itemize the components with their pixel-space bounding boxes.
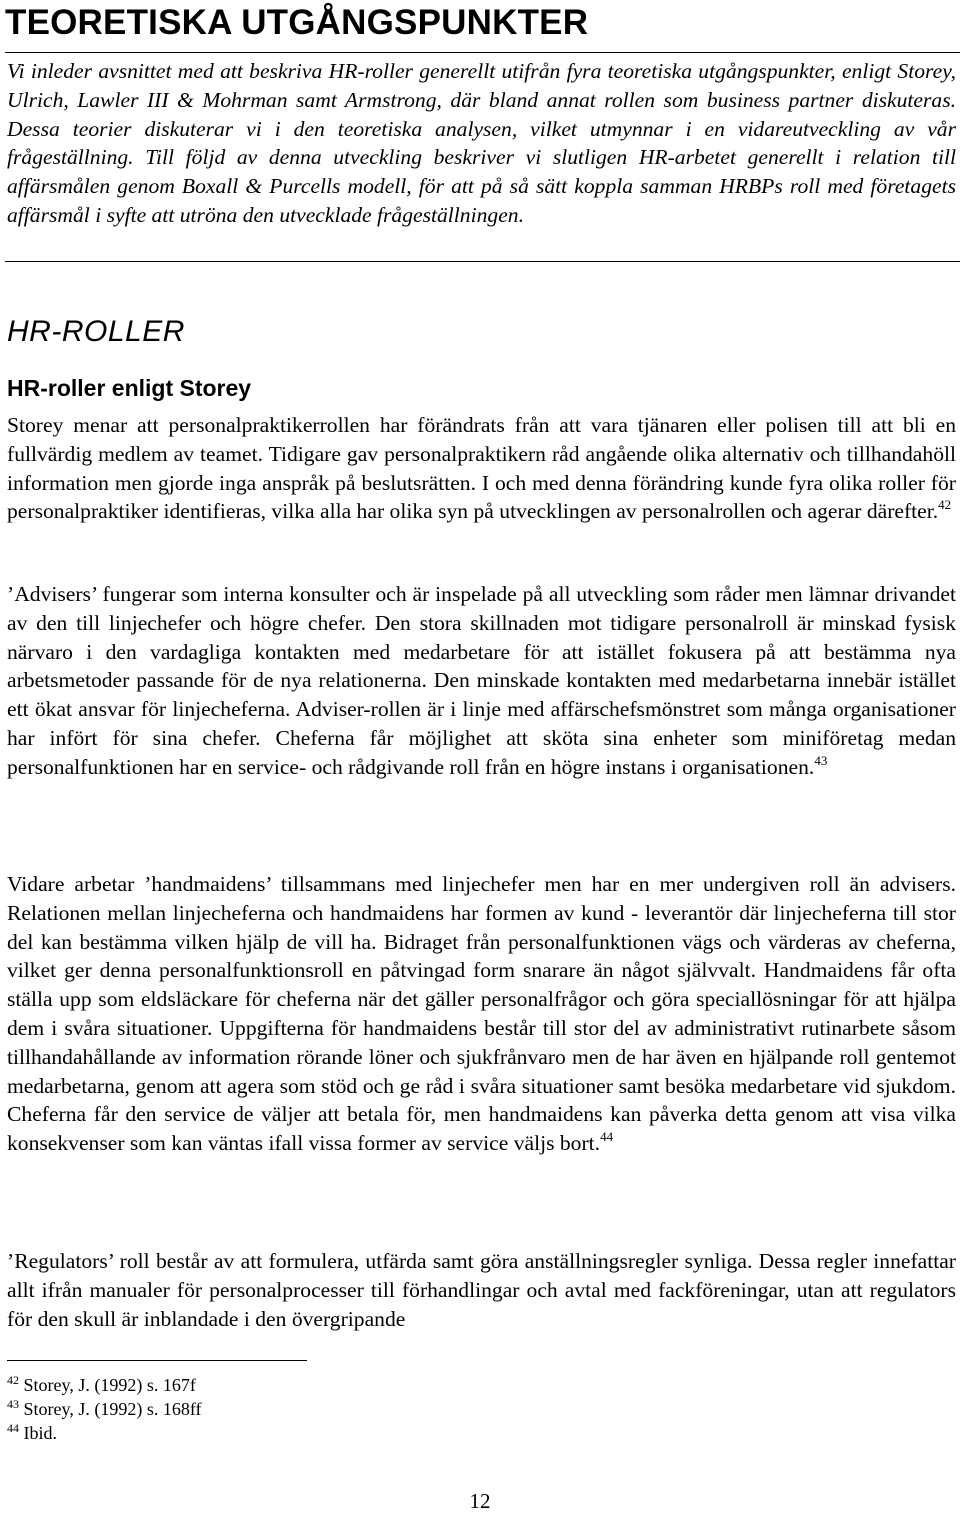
section-title: HR-ROLLER — [7, 315, 185, 348]
footnote — [7, 1421, 202, 1445]
footnote-list — [7, 1373, 202, 1445]
paragraph-text: Storey menar att personalpraktikerrollen har förändrats från att vara tjänaren eller polisen till att bli en fullvärdig medlem av teamet. Tidigare gav personalpraktikern råd angående olika alternativ och tillhandahöll information men gjorde inga anspråk på beslutsrätten. I och med denna förändring kunde fyra olika roller för personalpraktiker identifieras, vilka alla har olika syn på utvecklingen av personalrollen och agerar därefter. — [7, 413, 956, 524]
body-paragraph — [7, 411, 956, 526]
footnote-separator — [7, 1360, 307, 1361]
paragraph-text: Vidare arbetar ’handmaidens’ tillsammans med linjechefer men har en mer undergiven roll än advisers. Relationen mellan linjecheferna och handmaidens har formen av kund - leverantör där linjecheferna till stor del kan bestämma vilken hjälp de vill ha. Bidraget från personalfunktionen vägs och värderas av cheferna, vilket ger denna personalfunktionsroll en påtvingad form snarare än något självvalt. Handmaidens får ofta ställa upp som eldsläckare för cheferna när det gäller personalfrågor och göra speciallösningar för att hjälpa dem i svåra situationer. Uppgifterna för handmaidens består till stor del av administrativt rutinarbete såsom tillhandahållande av information rörande löner och sjukfrånvaro men de har även en hjälpande roll gentemot medarbetarna, genom att agera som stöd och ge råd i svåra situationer samt besöka medarbetare vid sjukdom. Cheferna får den service de väljer att betala för, men handmaidens kan påverka detta genom att visa vilka konsekvenser som kan väntas ifall vissa former av service väljs bort. — [7, 872, 956, 1156]
page-number: 12 — [469, 1489, 491, 1513]
intro-top-rule — [5, 52, 960, 53]
footnote — [7, 1397, 202, 1421]
footnote-number: 44 — [7, 1421, 19, 1435]
footnote-text: Storey, J. (1992) s. 168ff — [23, 1399, 202, 1419]
footnote — [7, 1373, 202, 1397]
subsection-title: HR-roller enligt Storey — [7, 375, 252, 401]
chapter-title: TEORETISKA UTGÅNGSPUNKTER — [5, 3, 589, 42]
footnote-reference: 43 — [814, 752, 828, 768]
footnote-number: 43 — [7, 1397, 19, 1411]
intro-paragraph: Vi inleder avsnittet med att beskriva HR-roller generellt utifrån fyra teoretiska utgångspunkter, enligt Storey, Ulrich, Lawler III & Mohrman samt Armstrong, där bland annat rollen som business partner diskuteras. Dessa teorier diskuterar vi i den teoretiska analysen, vilket utmynnar i en vidareutveckling av vår frågeställning. Till följd av denna utveckling beskriver vi slutligen HR-arbetet generellt i relation till affärsmålen genom Boxall & Purcells modell, för att på så sätt koppla samman HRBPs roll med företagets affärsmål i syfte att utröna den utvecklade frågeställningen. — [7, 59, 956, 227]
body-paragraph — [7, 580, 956, 782]
footnote-reference: 42 — [938, 497, 952, 513]
footnote-text: Storey, J. (1992) s. 167f — [23, 1375, 196, 1395]
footnote-text: Ibid. — [23, 1423, 57, 1443]
body-paragraph — [7, 870, 956, 1158]
intro-bottom-rule — [5, 261, 960, 262]
body-paragraph — [7, 1247, 956, 1333]
paragraph-text: ’Advisers’ fungerar som interna konsulter och är inspelade på all utveckling som råder men lämnar drivandet av den till linjechefer och högre chefer. Den stora skillnaden mot tidigare personalroll är minskad fysisk närvaro i den vardagliga kontakten med medarbetare för att istället fokusera på att bestämma nya arbetsmetoder passande för de nya relationerna. Den minskade kontakten med medarbetarna innebär istället ett ökat ansvar för linjecheferna. Adviser-rollen är i linje med affärschefsmönstret som många organisationer har infört för sina chefer. Cheferna får möjlighet att sköta sina enheter som miniföretag medan personalfunktionen har en service- och rådgivande roll från en högre instans i organisationen. — [7, 582, 956, 779]
footnote-number: 42 — [7, 1373, 19, 1387]
footnote-reference: 44 — [600, 1129, 614, 1145]
paragraph-text: ’Regulators’ roll består av att formulera, utfärda samt göra anställningsregler synliga. Dessa regler innefattar allt ifrån manualer för personalprocesser till förhandlingar och avtal med fackföreningar, utan att regulators för den skull är inblandade i den övergripande — [7, 1249, 956, 1331]
